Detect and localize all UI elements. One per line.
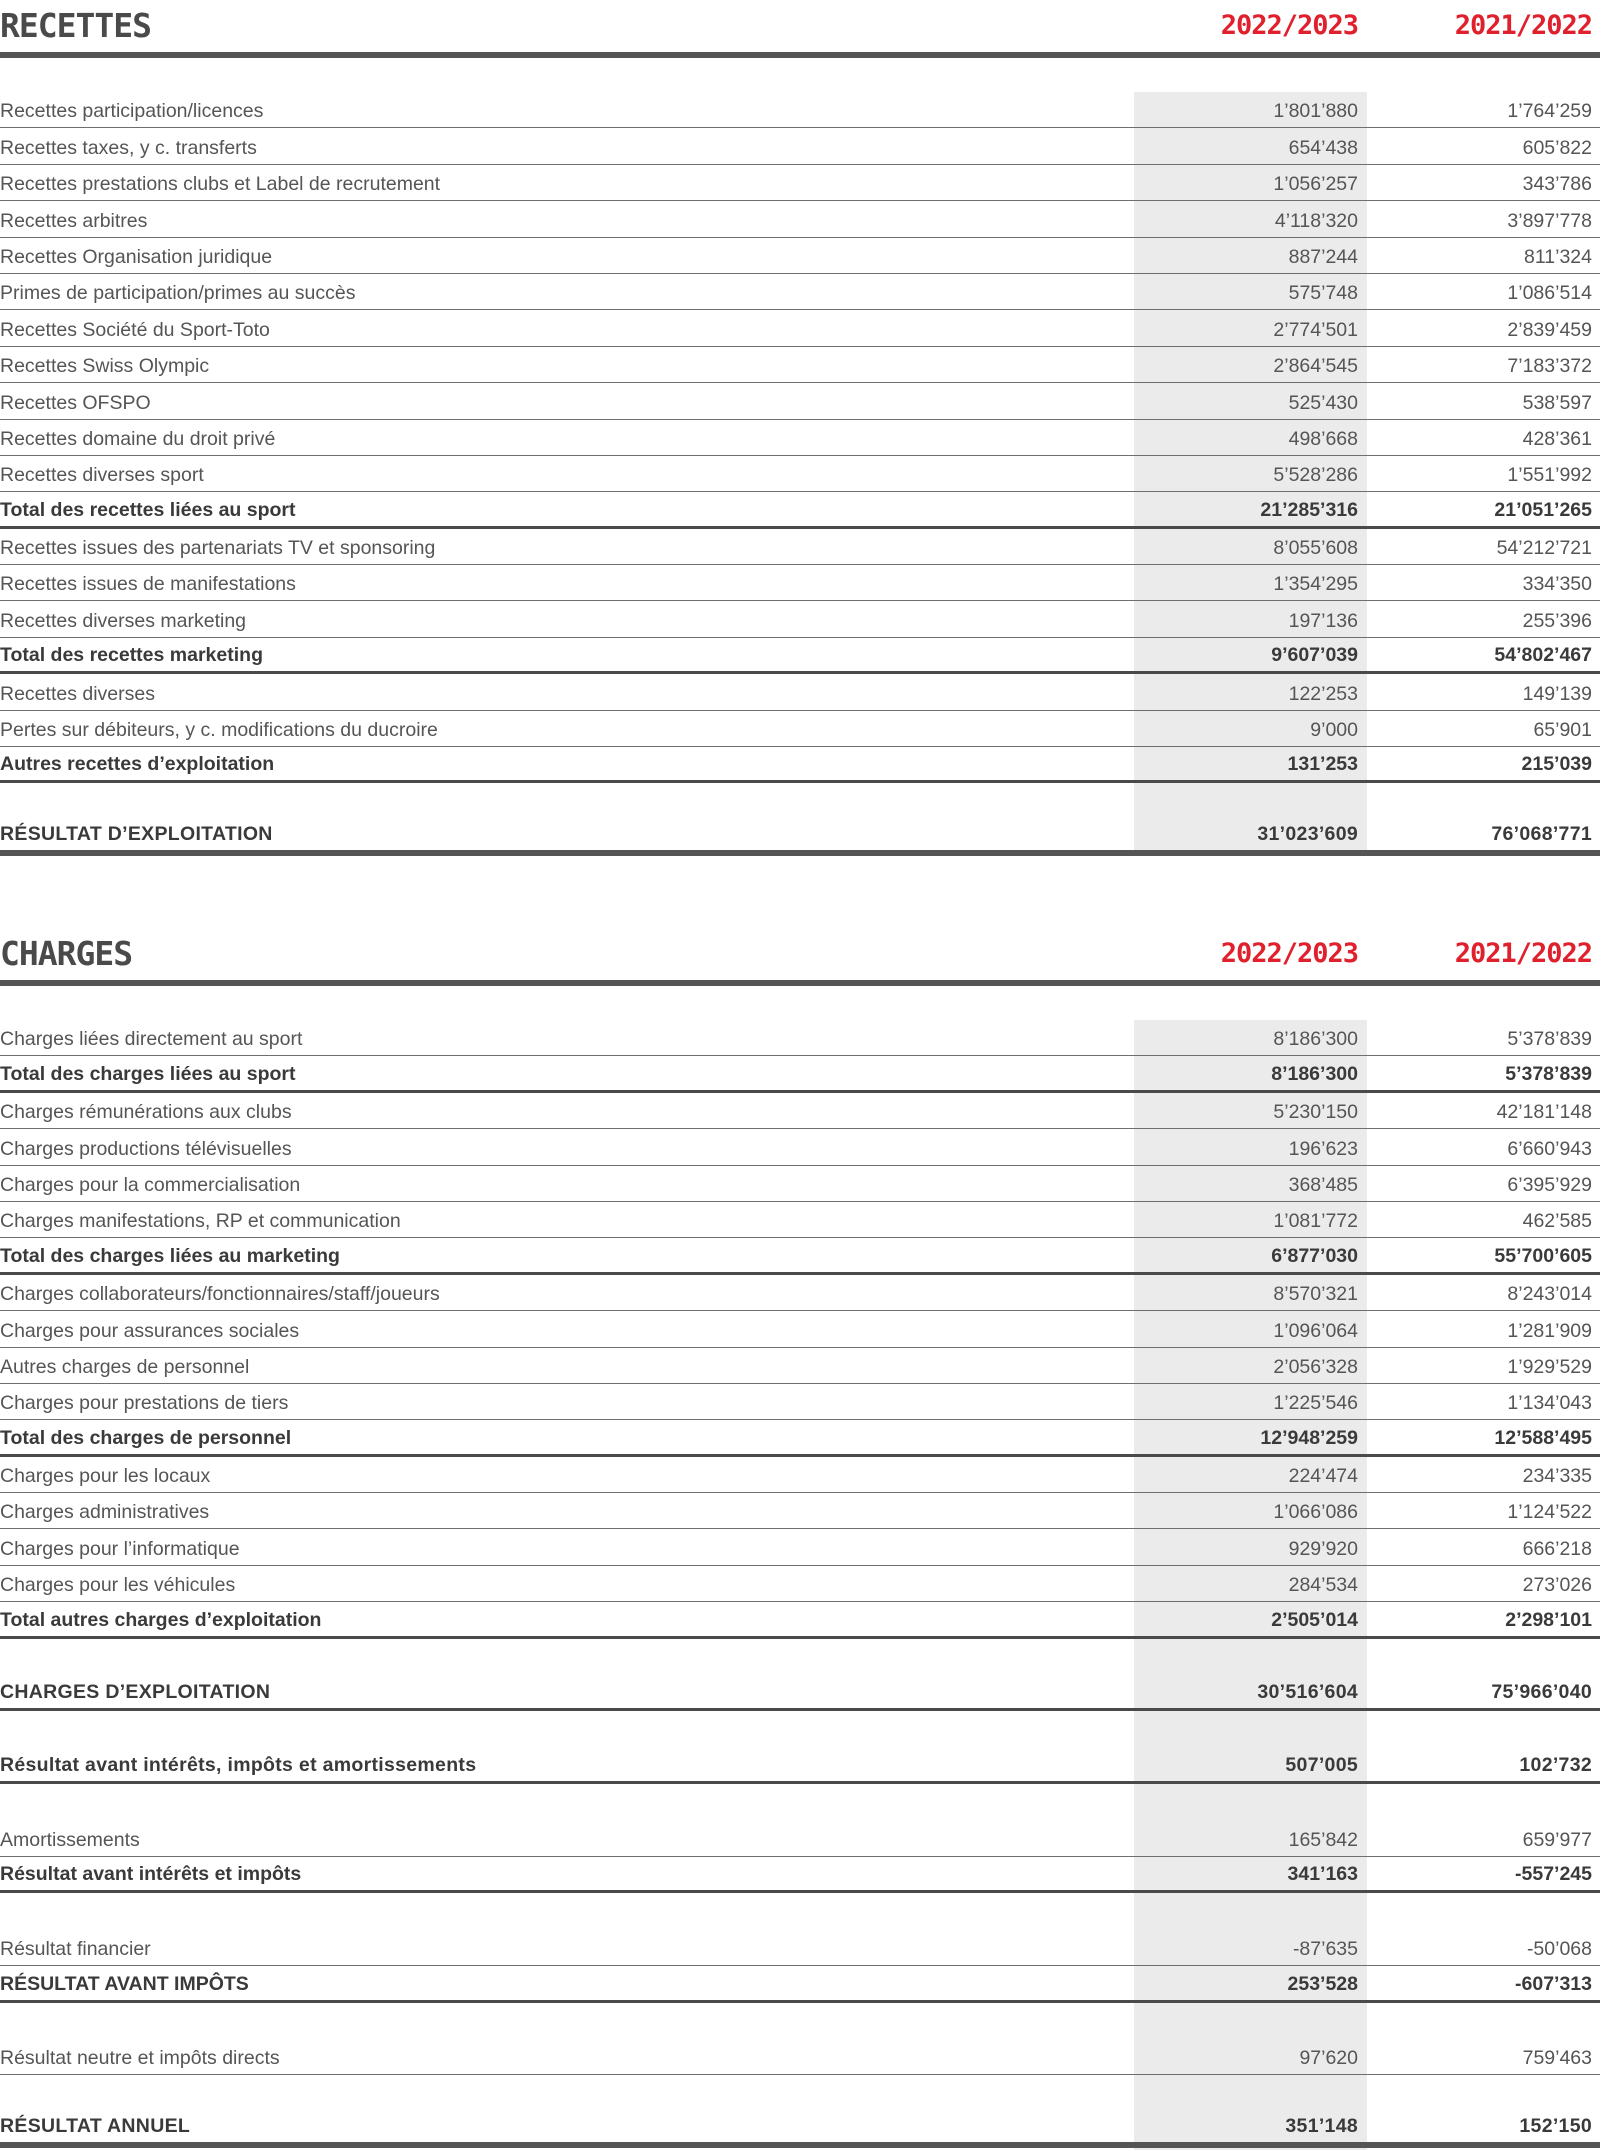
table-row	[0, 238, 1600, 274]
row-value-current: 131’253	[1287, 753, 1358, 776]
row-value-previous: 538’597	[1522, 391, 1592, 414]
row-value-previous: 65’901	[1533, 719, 1592, 742]
row-label: Recettes issues des partenariats TV et sponsoring	[0, 537, 436, 560]
row-value-current: 6’877’030	[1271, 1244, 1358, 1267]
row-value-previous: 273’026	[1522, 1574, 1592, 1597]
recettes-header-rule	[0, 52, 1600, 58]
charges-year-current: 2022/2023	[1220, 938, 1358, 969]
table-row	[0, 92, 1600, 128]
row-label: Résultat avant intérêts, impôts et amortissements	[0, 1754, 477, 1777]
row-value-previous: -557’245	[1515, 1863, 1592, 1886]
row-value-previous: 1’551’992	[1507, 464, 1592, 487]
table-row	[0, 1093, 1600, 1129]
recettes-title: RECETTES	[0, 6, 151, 45]
row-value-current: 97’620	[1299, 2047, 1358, 2070]
row-label: Charges productions télévisuelles	[0, 1137, 292, 1160]
row-label: RÉSULTAT ANNUEL	[0, 2115, 191, 2138]
table-row	[0, 274, 1600, 310]
row-label: Recettes diverses sport	[0, 464, 204, 487]
row-value-previous: 1’929’529	[1507, 1355, 1592, 1378]
row-value-previous: 2’298’101	[1505, 1608, 1592, 1631]
row-value-previous: 5’378’839	[1505, 1062, 1592, 1085]
row-value-previous: 659’977	[1522, 1829, 1592, 1852]
table-row	[0, 420, 1600, 456]
row-value-previous: 7’183’372	[1507, 355, 1592, 378]
row-label: Charges liées directement au sport	[0, 1028, 303, 1051]
row-value-current: 654’438	[1288, 136, 1358, 159]
subtotal-row	[0, 1420, 1600, 1456]
row-label: Recettes OFSPO	[0, 391, 151, 414]
row-value-previous: 42’181’148	[1496, 1101, 1592, 1124]
row-label: Recettes arbitres	[0, 209, 148, 232]
row-value-current: 30’516’604	[1257, 1681, 1358, 1704]
row-label: Recettes Organisation juridique	[0, 245, 273, 268]
row-value-previous: 102’732	[1519, 1754, 1592, 1777]
table-row	[0, 1202, 1600, 1238]
row-label: Primes de participation/primes au succès	[0, 282, 356, 305]
row-value-current: 1’801’880	[1273, 100, 1358, 123]
row-value-previous: 1’124’522	[1507, 1501, 1592, 1524]
row-value-previous: 343’786	[1522, 173, 1592, 196]
result-before-tax-row	[0, 1966, 1600, 2002]
row-label: RÉSULTAT D’EXPLOITATION	[0, 823, 273, 846]
table-row	[0, 529, 1600, 565]
row-value-current: 8’055’608	[1273, 537, 1358, 560]
row-value-previous: 234’335	[1522, 1465, 1592, 1488]
charges-header-rule	[0, 980, 1600, 986]
row-value-current: 197’136	[1288, 609, 1358, 632]
table-row	[0, 2003, 1600, 2076]
table-row	[0, 1529, 1600, 1565]
subtotal-row	[0, 747, 1600, 783]
row-value-previous: 1’764’259	[1507, 100, 1592, 123]
row-value-previous: 76’068’771	[1491, 823, 1592, 846]
row-value-previous: 255’396	[1522, 609, 1592, 632]
row-value-current: 1’096’064	[1273, 1319, 1358, 1342]
row-value-previous: 6’395’929	[1507, 1173, 1592, 1196]
table-row	[0, 1166, 1600, 1202]
row-value-current: 4’118’320	[1274, 209, 1358, 232]
table-row	[0, 1129, 1600, 1165]
row-label: Charges pour prestations de tiers	[0, 1392, 289, 1415]
table-row	[0, 1348, 1600, 1384]
row-value-previous: 462’585	[1522, 1210, 1592, 1233]
operating-result-row	[0, 783, 1600, 856]
row-value-previous: 1’281’909	[1507, 1319, 1592, 1342]
row-label: Total des charges liées au sport	[0, 1062, 296, 1085]
row-label: Recettes Swiss Olympic	[0, 355, 210, 378]
row-value-previous: 8’243’014	[1507, 1283, 1592, 1306]
recettes-year-current: 2022/2023	[1220, 10, 1358, 41]
recettes-table	[0, 92, 1600, 856]
row-value-previous: 54’802’467	[1494, 644, 1592, 667]
row-label: Charges pour les locaux	[0, 1465, 211, 1488]
row-label: Résultat neutre et impôts directs	[0, 2047, 280, 2070]
row-value-previous: 666’218	[1522, 1537, 1592, 1560]
row-value-previous: 605’822	[1522, 136, 1592, 159]
row-label: Total des recettes liées au sport	[0, 498, 296, 521]
operating-charges-row	[0, 1639, 1600, 1712]
row-value-current: 1’225’546	[1273, 1392, 1358, 1415]
row-label: Recettes diverses	[0, 682, 155, 705]
charges-header	[0, 928, 1600, 988]
table-row	[0, 674, 1600, 710]
row-value-previous: 215’039	[1521, 753, 1592, 776]
row-label: RÉSULTAT AVANT IMPÔTS	[0, 1972, 249, 1995]
row-value-current: 284’534	[1288, 1574, 1358, 1597]
row-label: Charges pour assurances sociales	[0, 1319, 300, 1342]
row-value-current: 8’186’300	[1271, 1062, 1358, 1085]
table-row	[0, 1457, 1600, 1493]
row-value-previous: 1’134’043	[1507, 1392, 1592, 1415]
row-label: Pertes sur débiteurs, y c. modifications du ducroire	[0, 719, 438, 742]
row-value-current: 31’023’609	[1257, 823, 1358, 846]
table-row	[0, 1566, 1600, 1602]
row-value-current: 2’056’328	[1273, 1355, 1358, 1378]
row-label: Recettes domaine du droit privé	[0, 427, 276, 450]
row-label: Charges administratives	[0, 1501, 210, 1524]
row-value-previous: 759’463	[1522, 2047, 1592, 2070]
row-label: Autres recettes d’exploitation	[0, 753, 275, 776]
row-value-previous: 5’378’839	[1507, 1028, 1592, 1051]
row-value-current: 224’474	[1288, 1465, 1358, 1488]
row-value-current: 2’774’501	[1273, 318, 1358, 341]
row-label: Total des recettes marketing	[0, 644, 263, 667]
row-value-current: 341’163	[1287, 1863, 1358, 1886]
table-row	[0, 128, 1600, 164]
row-value-current: 9’000	[1310, 719, 1358, 742]
charges-table	[0, 1020, 1600, 2148]
row-value-current: 165’842	[1288, 1829, 1358, 1852]
table-row	[0, 347, 1600, 383]
table-row	[0, 1893, 1600, 1966]
row-value-current: 368’485	[1288, 1173, 1358, 1196]
table-row	[0, 1020, 1600, 1056]
row-label: Recettes Société du Sport-Toto	[0, 318, 270, 341]
row-label: Recettes participation/licences	[0, 100, 264, 123]
row-value-current: 122’253	[1288, 682, 1358, 705]
row-value-previous: 334’350	[1522, 573, 1592, 596]
row-label: Charges pour l’informatique	[0, 1537, 240, 1560]
subtotal-row	[0, 638, 1600, 674]
row-value-previous: -50’068	[1526, 1938, 1592, 1961]
row-value-previous: 54’212’721	[1496, 537, 1592, 560]
row-value-current: 8’570’321	[1273, 1283, 1358, 1306]
subtotal-row	[0, 1056, 1600, 1092]
row-value-current: -87’635	[1292, 1938, 1358, 1961]
ebit-row	[0, 1857, 1600, 1893]
row-value-current: 5’230’150	[1273, 1101, 1358, 1124]
row-label: Recettes prestations clubs et Label de recrutement	[0, 173, 441, 196]
row-value-previous: 75’966’040	[1491, 1681, 1592, 1704]
row-value-current: 5’528’286	[1273, 464, 1358, 487]
row-value-current: 253’528	[1287, 1972, 1358, 1995]
row-value-current: 2’505’014	[1271, 1608, 1358, 1631]
annual-result-row	[0, 2075, 1600, 2148]
table-row	[0, 711, 1600, 747]
table-row	[0, 456, 1600, 492]
row-label: CHARGES D’EXPLOITATION	[0, 1681, 271, 1704]
charges-year-previous: 2021/2022	[1454, 938, 1592, 969]
row-value-current: 575’748	[1288, 282, 1358, 305]
table-row	[0, 565, 1600, 601]
row-label: Recettes diverses marketing	[0, 609, 247, 632]
row-value-current: 196’623	[1288, 1137, 1358, 1160]
subtotal-row	[0, 1238, 1600, 1274]
row-value-current: 12’948’259	[1260, 1426, 1358, 1449]
row-value-previous: 6’660’943	[1507, 1137, 1592, 1160]
table-row	[0, 201, 1600, 237]
table-row	[0, 1493, 1600, 1529]
row-label: Recettes issues de manifestations	[0, 573, 296, 596]
ebitda-row	[0, 1711, 1600, 1784]
row-label: Amortissements	[0, 1829, 140, 1852]
row-value-previous: 2’839’459	[1507, 318, 1592, 341]
row-value-current: 351’148	[1285, 2115, 1358, 2138]
recettes-year-previous: 2021/2022	[1454, 10, 1592, 41]
row-value-previous: 21’051’265	[1494, 498, 1592, 521]
row-value-previous: 1’086’514	[1507, 282, 1592, 305]
row-value-current: 887’244	[1288, 245, 1358, 268]
recettes-header	[0, 0, 1600, 60]
table-row	[0, 165, 1600, 201]
row-value-previous: -607’313	[1515, 1972, 1592, 1995]
row-value-current: 1’354’295	[1273, 573, 1358, 596]
subtotal-row	[0, 1602, 1600, 1638]
row-label: Autres charges de personnel	[0, 1355, 250, 1378]
row-label: Charges pour les véhicules	[0, 1574, 236, 1597]
row-label: Charges manifestations, RP et communication	[0, 1210, 401, 1233]
row-label: Charges collaborateurs/fonctionnaires/staff/joueurs	[0, 1283, 440, 1306]
row-value-current: 507’005	[1285, 1754, 1358, 1777]
row-label: Charges pour la commercialisation	[0, 1173, 301, 1196]
table-row	[0, 601, 1600, 637]
charges-title: CHARGES	[0, 934, 133, 973]
subtotal-row	[0, 492, 1600, 528]
row-value-previous: 12’588’495	[1494, 1426, 1592, 1449]
table-row	[0, 383, 1600, 419]
row-value-previous: 428’361	[1522, 427, 1592, 450]
table-row	[0, 1384, 1600, 1420]
row-value-current: 929’920	[1288, 1537, 1358, 1560]
table-row	[0, 1311, 1600, 1347]
row-value-current: 1’056’257	[1273, 173, 1358, 196]
row-value-previous: 55’700’605	[1494, 1244, 1592, 1267]
row-value-current: 498’668	[1288, 427, 1358, 450]
row-label: Total des charges liées au marketing	[0, 1244, 340, 1267]
row-label: Résultat financier	[0, 1938, 151, 1961]
row-label: Recettes taxes, y c. transferts	[0, 136, 257, 159]
row-value-previous: 152’150	[1519, 2115, 1592, 2138]
row-value-previous: 3’897’778	[1507, 209, 1592, 232]
row-value-current: 8’186’300	[1273, 1028, 1358, 1051]
table-row	[0, 1275, 1600, 1311]
row-value-previous: 811’324	[1524, 245, 1592, 268]
row-value-previous: 149’139	[1522, 682, 1592, 705]
row-value-current: 21’285’316	[1260, 498, 1358, 521]
row-value-current: 2’864’545	[1273, 355, 1358, 378]
row-value-current: 1’066’086	[1273, 1501, 1358, 1524]
row-label: Charges rémunérations aux clubs	[0, 1101, 292, 1124]
table-row	[0, 310, 1600, 346]
row-label: Total autres charges d’exploitation	[0, 1608, 322, 1631]
row-value-current: 1’081’772	[1273, 1210, 1358, 1233]
row-label: Résultat avant intérêts et impôts	[0, 1863, 302, 1886]
row-value-current: 525’430	[1288, 391, 1358, 414]
row-value-current: 9’607’039	[1271, 644, 1358, 667]
table-row	[0, 1784, 1600, 1857]
row-label: Total des charges de personnel	[0, 1426, 292, 1449]
